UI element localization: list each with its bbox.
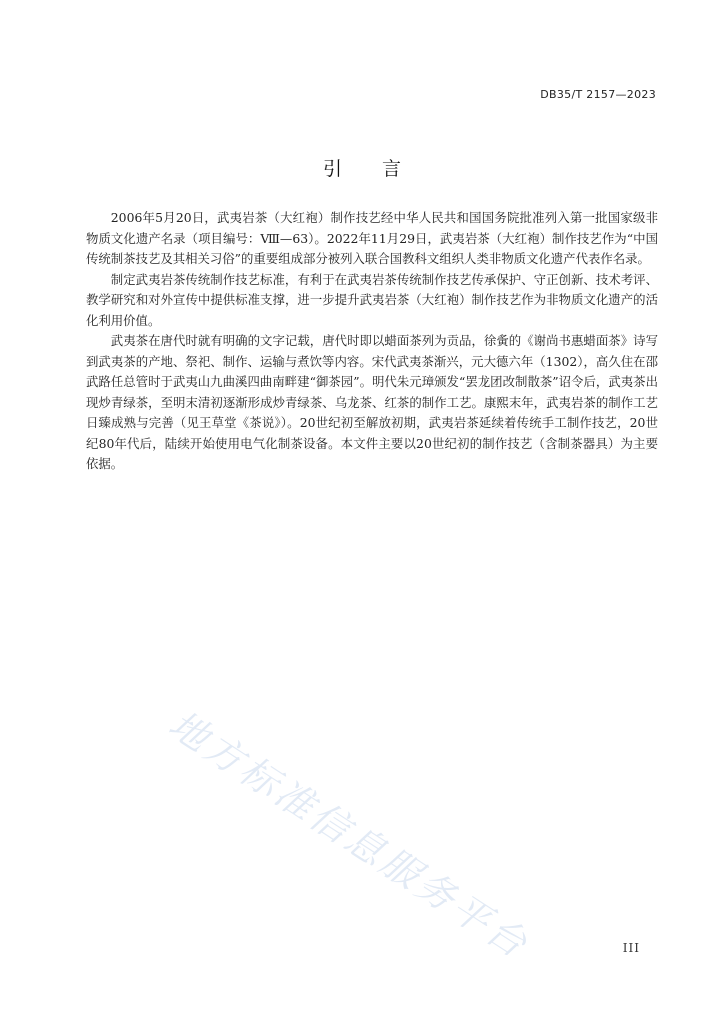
- document-body: [86, 208, 658, 475]
- page-number: III: [622, 941, 640, 955]
- paragraph-1: 2006年5月20日，武夷岩茶（大红袍）制作技艺经中华人民共和国国务院批准列入第一批国家级非物质文化遗产名录（项目编号：Ⅷ—63）。2022年11月29日，武夷岩茶（大红袍）制作技艺作为“中国传统制茶技艺及其相关习俗”的重要组成部分被列入联合国教科文组织人类非物质文化遗产代表作名录。: [86, 210, 658, 266]
- watermark-text: 地方标准信息服务平台: [161, 701, 538, 968]
- page-title: 引言: [322, 158, 441, 180]
- paragraph-3: 武夷茶在唐代时就有明确的文字记载，唐代时即以蜡面茶列为贡品，徐夤的《谢尚书惠蜡面茶》诗写到武夷茶的产地、祭祀、制作、运输与煮饮等内容。宋代武夷茶渐兴，元大德六年（1302），高久住在邵武路任总管时于武夷山九曲溪四曲南畔建“御茶园”。明代朱元璋颁发“罢龙团改制散茶”诏令后，武夷茶出现炒青绿茶，至明末清初逐渐形成炒青绿茶、乌龙茶、红茶的制作工艺。康熙末年，武夷岩茶的制作工艺日臻成熟与完善（见王草堂《茶说》）。20世纪初至解放初期，武夷岩茶延续着传统手工制作技艺，20世纪80年代后，陆续开始使用电气化制茶设备。本文件主要以20世纪初的制作技艺（含制茶器具）为主要依据。: [86, 333, 658, 471]
- standard-code: DB35/T 2157—2023: [540, 88, 656, 101]
- paragraph-2: 制定武夷岩茶传统制作技艺标准，有利于在武夷岩茶传统制作技艺传承保护、守正创新、技术考评、教学研究和对外宣传中提供标准支撑，进一步提升武夷岩茶（大红袍）制作技艺作为非物质文化遗产的活化利用价值。: [86, 271, 658, 328]
